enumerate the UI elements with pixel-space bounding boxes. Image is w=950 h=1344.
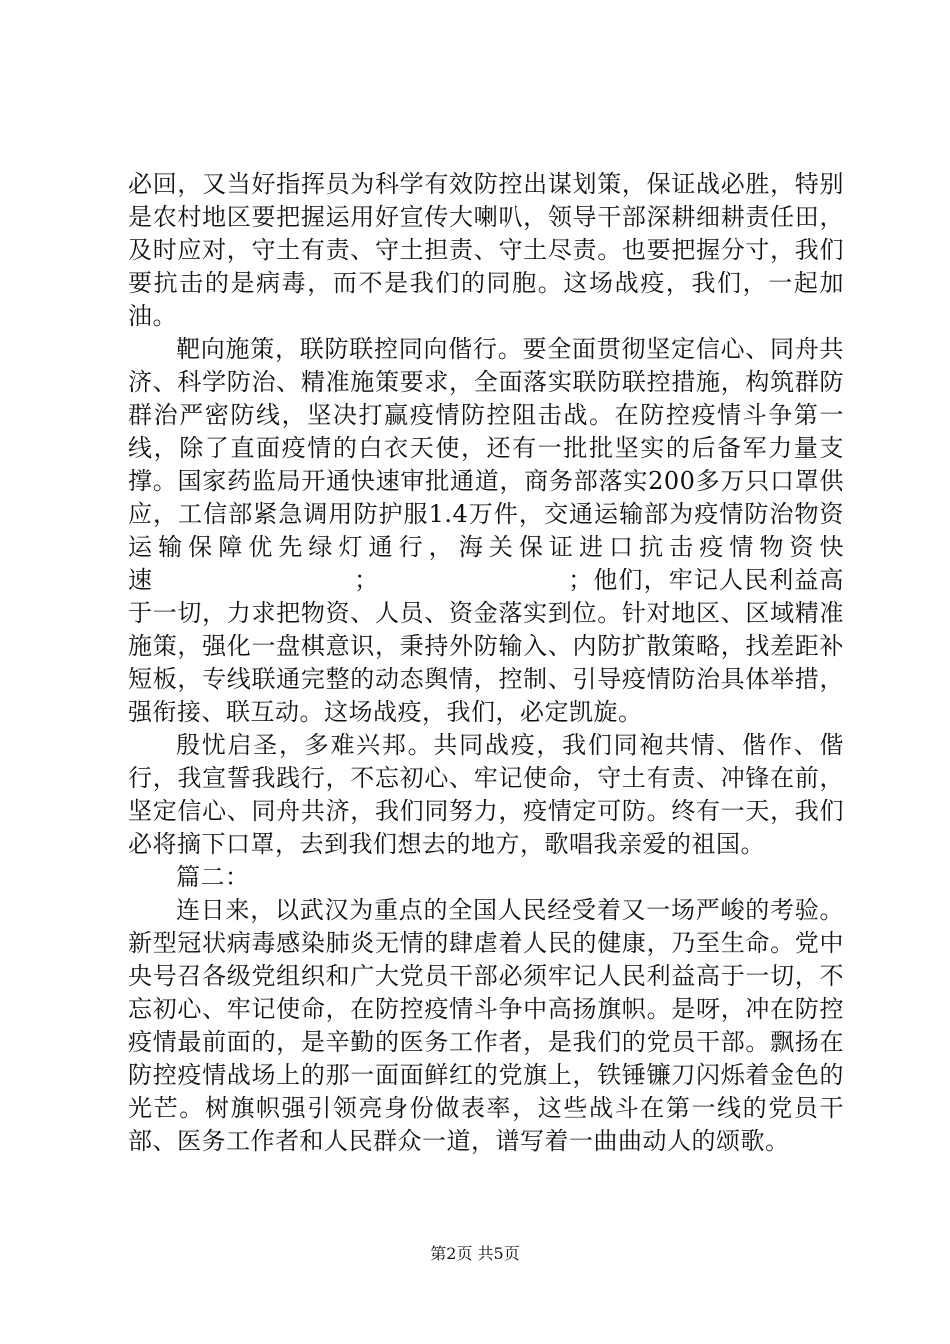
page-number-footer: 第2页 共5页 (430, 1244, 520, 1263)
paragraph-part-two-intro: 连日来，以武汉为重点的全国人民经受着又一场严峻的考验。新型冠状病毒感染肺炎无情的肆虐着人民的健康，乃至生命。党中央号召各级党组织和广大党员干部必须牢记人民利益高于一切，不忘初心、牢记使命，在防控疫情斗争中高扬旗帜。是呀，冲在防控疫情最前面的，是辛勤的医务工作者，是我们的党员干部。飘扬在防控疫情战场上的那一面面鲜红的党旗上，铁锤镰刀闪烁着金色的光芒。树旗帜强引领亮身份做表率，这些战斗在第一线的党员干部、医务工作者和人民群众一道，谱写着一曲曲动人的颂歌。 (128, 896, 844, 1155)
document-body (128, 168, 844, 1158)
section-heading-part-two: 篇二： (176, 863, 250, 891)
paragraph-targeted-measures: 靶向施策，联防联控同向偕行。要全面贯彻坚定信心、同舟共济、科学防治、精准施策要求，全面落实联防联控措施，构筑群防群治严密防线，坚决打赢疫情防控阻击战。在防控疫情斗争第一线，除了直面疫情的白衣天使，还有一批批坚实的后备军力量支撑。国家药监局开通快速审批通道，商务部落实200多万只口罩供应，工信部紧急调用防护服1.4万件，交通运输部为疫情防治物资运输保障优先绿灯通行，海关保证进口抗击疫情物资快速 ； ；他们，牢记人民利益高于一切，力求把物资、人员、资金落实到位。针对地区、区域精准施策，强化一盘棋意识，秉持外防输入、内防扩散策略，找差距补短板，专线联通完整的动态舆情，控制、引导疫情防治具体举措，强衔接、联互动。这场战疫，我们，必定凯旋。 (128, 335, 844, 726)
paragraph-continuation: 必回，又当好指挥员为科学有效防控出谋划策，保证战必胜，特别是农村地区要把握运用好宣传大喇叭，领导干部深耕细耕责任田，及时应对，守土有责、守土担责、守土尽责。也要把握分寸，我们要抗击的是病毒，而不是我们的同胞。这场战疫，我们，一起加油。 (128, 170, 844, 330)
paragraph-rejuvenation: 殷忧启圣，多难兴邦。共同战疫，我们同袍共情、偕作、偕行，我宣誓我践行，不忘初心、牢记使命，守土有责、冲锋在前，坚定信心、同舟共济，我们同努力，疫情定可防。终有一天，我们必将摘下口罩，去到我们想去的地方，歌唱我亲爱的祖国。 (128, 731, 844, 858)
